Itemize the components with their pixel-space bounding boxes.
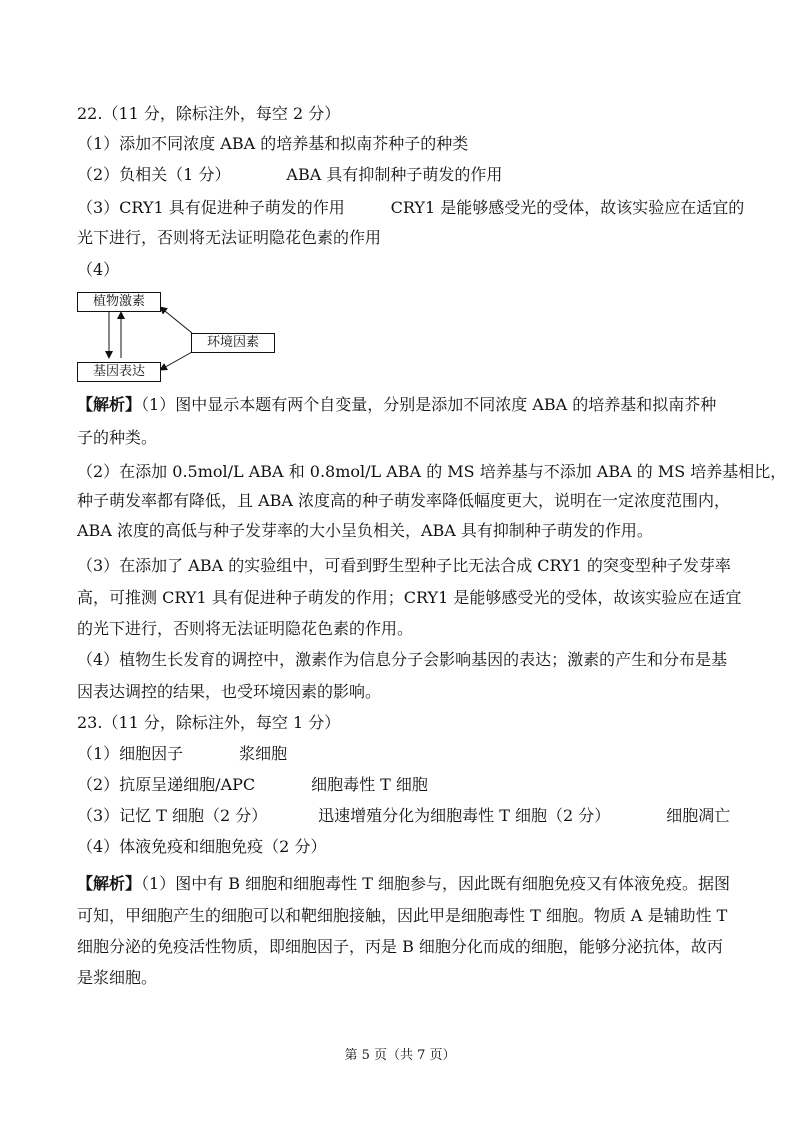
q22-analysis-line-6: （3）在添加了 ABA 的实验组中，可看到野生型种子比无法合成 CRY1 的突变型种子发芽率 bbox=[77, 556, 731, 575]
q23-analysis-line-4: 是浆细胞。 bbox=[77, 968, 158, 987]
q23-analysis-label: 【解析】 bbox=[77, 874, 142, 893]
q22-analysis-line-4: 种子萌发率都有降低，且 ABA 浓度高的种子萌发率降低幅度更大，说明在一定浓度范围内， bbox=[77, 491, 731, 510]
q22-answer-3: （3）CRY1 具有促进种子萌发的作用 CRY1 是能够感受光的受体，故该实验应在适宜的 bbox=[77, 198, 745, 217]
arrow-env-to-hormone bbox=[160, 307, 192, 333]
q23-analysis-line-2: 可知，甲细胞产生的细胞可以和靶细胞接触，因此甲是细胞毒性 T 细胞。物质 A 是辅助性 T bbox=[77, 906, 728, 925]
q22-analysis-line-10: 因表达调控的结果，也受环境因素的影响。 bbox=[77, 682, 382, 701]
q22-analysis-line-8: 的光下进行，否则将无法证明隐花色素的作用。 bbox=[77, 619, 414, 638]
q22-answer-4: （4） bbox=[77, 260, 120, 279]
q23-analysis-line-3: 细胞分泌的免疫活性物质，即细胞因子，丙是 B 细胞分化而成的细胞，能够分泌抗体，故丙 bbox=[77, 937, 723, 956]
q22-analysis-line-1 bbox=[77, 395, 716, 415]
diagram-arrows bbox=[0, 0, 800, 400]
q23-answer-3: （3）记忆 T 细胞（2 分） 迅速增殖分化为细胞毒性 T 细胞（2 分） 细胞凋亡 bbox=[77, 806, 731, 825]
q22-analysis-line-2: 子的种类。 bbox=[77, 428, 158, 447]
q23-answer-2: （2）抗原呈递细胞/APC 细胞毒性 T 细胞 bbox=[77, 775, 428, 794]
q23-answer-4: （4）体液免疫和细胞免疫（2 分） bbox=[77, 837, 327, 856]
q22-answer-2: （2）负相关（1 分） ABA 具有抑制种子萌发的作用 bbox=[77, 165, 503, 184]
box-gene-expression: 基因表达 bbox=[77, 362, 161, 382]
box-environment: 环境因素 bbox=[191, 333, 275, 353]
q22-header: 22.（11 分，除标注外，每空 2 分） bbox=[77, 104, 341, 123]
box-plant-hormone: 植物激素 bbox=[77, 292, 161, 312]
q23-answer-1: （1）细胞因子 浆细胞 bbox=[77, 744, 288, 763]
q22-analysis-text-1: （1）图中显示本题有两个自变量，分别是添加不同浓度 ABA 的培养基和拟南芥种 bbox=[141, 395, 717, 414]
page-number: 第 5 页（共 7 页） bbox=[344, 1048, 456, 1063]
q23-header: 23.（11 分，除标注外，每空 1 分） bbox=[77, 713, 341, 732]
q22-analysis-label: 【解析】 bbox=[77, 395, 142, 414]
q22-analysis-line-9: （4）植物生长发育的调控中，激素作为信息分子会影响基因的表达；激素的产生和分布是基 bbox=[77, 650, 728, 669]
q22-analysis-line-3: （2）在添加 0.5mol/L ABA 和 0.8mol/L ABA 的 MS 培养基与不添加 ABA 的 MS 培养基相比， bbox=[77, 462, 787, 481]
q22-answer-3-cont: 光下进行，否则将无法证明隐花色素的作用 bbox=[77, 228, 382, 247]
arrow-env-to-gene bbox=[160, 352, 192, 370]
q23-analysis-text-1: （1）图中有 B 细胞和细胞毒性 T 细胞参与，因此既有细胞免疫又有体液免疫。据图 bbox=[141, 874, 730, 893]
q22-answer-1: （1）添加不同浓度 ABA 的培养基和拟南芥种子的种类 bbox=[77, 134, 469, 153]
q22-analysis-line-7: 高，可推测 CRY1 具有促进种子萌发的作用；CRY1 是能够感受光的受体，故该实验应在适宜 bbox=[77, 588, 742, 607]
q23-analysis-line-1 bbox=[77, 874, 730, 894]
q22-analysis-line-5: ABA 浓度的高低与种子发芽率的大小呈负相关，ABA 具有抑制种子萌发的作用。 bbox=[77, 521, 653, 540]
